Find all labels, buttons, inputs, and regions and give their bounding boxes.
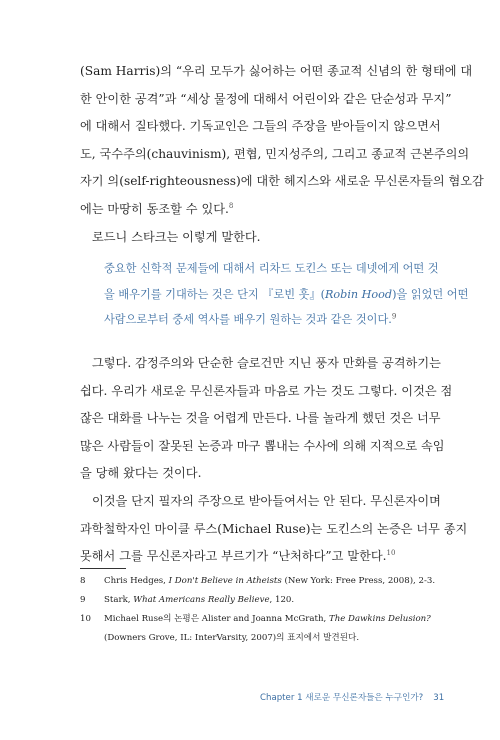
text-line: (Sam Harris)의 “우리 모두가 싫어하는 어떤 종교적 신념의 한 형태에 대 (80, 64, 473, 78)
footnote-ref: 8 (228, 201, 234, 210)
text-span: )을 읽었던 어떤 (392, 287, 469, 301)
footnote-text (104, 572, 442, 591)
text-line: 을 당해 왔다는 것이다. (80, 466, 202, 481)
text-line (80, 196, 440, 224)
text-span: Stark, (104, 595, 134, 605)
text-span: Chris Hedges, (104, 576, 169, 586)
book-title: I Don't Believe in Atheists (168, 576, 282, 586)
paragraph-2 (80, 224, 440, 252)
text-span: Michael Ruse의 논평은 Alister and Joanna McGrath, (104, 614, 329, 624)
page-number: 31 (433, 693, 445, 703)
footnote (80, 610, 442, 648)
block-quote (104, 256, 469, 333)
text-span: 사람으로부터 중세 역사를 배우기 원하는 것과 같은 것이다. (104, 313, 392, 326)
text-line: 그렇다. 감정주의와 단순한 슬로건만 지닌 풍자 만화를 공격하기는 (92, 356, 441, 370)
chapter-title: Chapter 1 새로운 무신론자들은 누구인가? (260, 693, 424, 703)
footnote (80, 572, 442, 591)
book-title: Robin Hood (325, 287, 393, 301)
footnote-text (104, 610, 442, 648)
paragraph-3 (80, 350, 453, 488)
book-title: The Dawkins Delusion? (328, 614, 431, 624)
text-line: 한 안이한 공격”과 “세상 물정에 대해서 어린이와 같은 단순성과 무지” (80, 91, 452, 106)
paragraph-1 (80, 58, 484, 224)
text-span: , 120. (269, 595, 295, 605)
text-line: 많은 사람들이 잘못된 논증과 마구 뽑내는 수사에 의해 지적으로 속임 (80, 438, 445, 453)
text-span: (New York: Free Press, 2008), 2-3. (281, 576, 436, 586)
text-line: 이것을 단지 필자의 주장으로 받아들여서는 안 된다. 무신론자이며 (92, 494, 441, 508)
footnote-text (104, 591, 442, 610)
text-line: 잖은 대화를 나누는 것을 어렵게 만든다. 나를 놀라게 했던 것은 너무 (80, 411, 441, 426)
text-line: 도, 국수주의(chauvinism), 편협, 민지성주의, 그리고 종교적 근본주의의 (80, 146, 470, 161)
book-title: What Americans Really Believe (133, 595, 270, 605)
text-line: 자기 의(self-righteousness)에 대한 헤지스와 새로운 무신론자들의 혐오감 (80, 174, 484, 189)
text-line: 쉽다. 우리가 새로운 무신론자들과 마음로 가는 것도 그렇다. 이것은 점 (80, 383, 453, 398)
text-span: 을 배우기를 기대하는 것은 단지 『로빈 훗』( (104, 287, 325, 301)
text-span: (Downers Grove, IL: InterVarsity, 2007)의 표지에서 발견된다. (104, 633, 360, 643)
footnote-ref: 9 (391, 312, 397, 321)
quote-line (104, 307, 434, 333)
quote-line: 중요한 신학적 문제들에 대해서 리차드 도킨스 또는 데넷에게 어떤 것 (104, 262, 439, 275)
text-line: 에 대해서 질타했다. 기독교인은 그들의 주장을 받아들이지 않으면서 (80, 119, 441, 134)
paragraph-4 (80, 488, 468, 571)
footnote-number: 9 (80, 595, 86, 605)
footnote-number: 8 (80, 576, 86, 586)
text-span: 못해서 그를 무신론자라고 부르기가 “난처하다”고 말한다. (80, 549, 387, 564)
footnote-number: 10 (80, 614, 91, 624)
quote-line (104, 282, 469, 308)
text-line (80, 543, 440, 571)
text-span: 에는 마땅히 동조할 수 있다. (80, 201, 229, 216)
footnote-ref: 10 (386, 549, 396, 558)
page-footer (260, 691, 445, 703)
text-line: 로드니 스타크는 이렇게 말한다. (92, 230, 261, 244)
footnote-divider (80, 568, 126, 569)
footnotes (80, 572, 442, 648)
footnote (80, 591, 442, 610)
text-line: 과학철학자인 마이클 루스(Michael Ruse)는 도킨스의 논증은 너무 종지 (80, 521, 468, 536)
